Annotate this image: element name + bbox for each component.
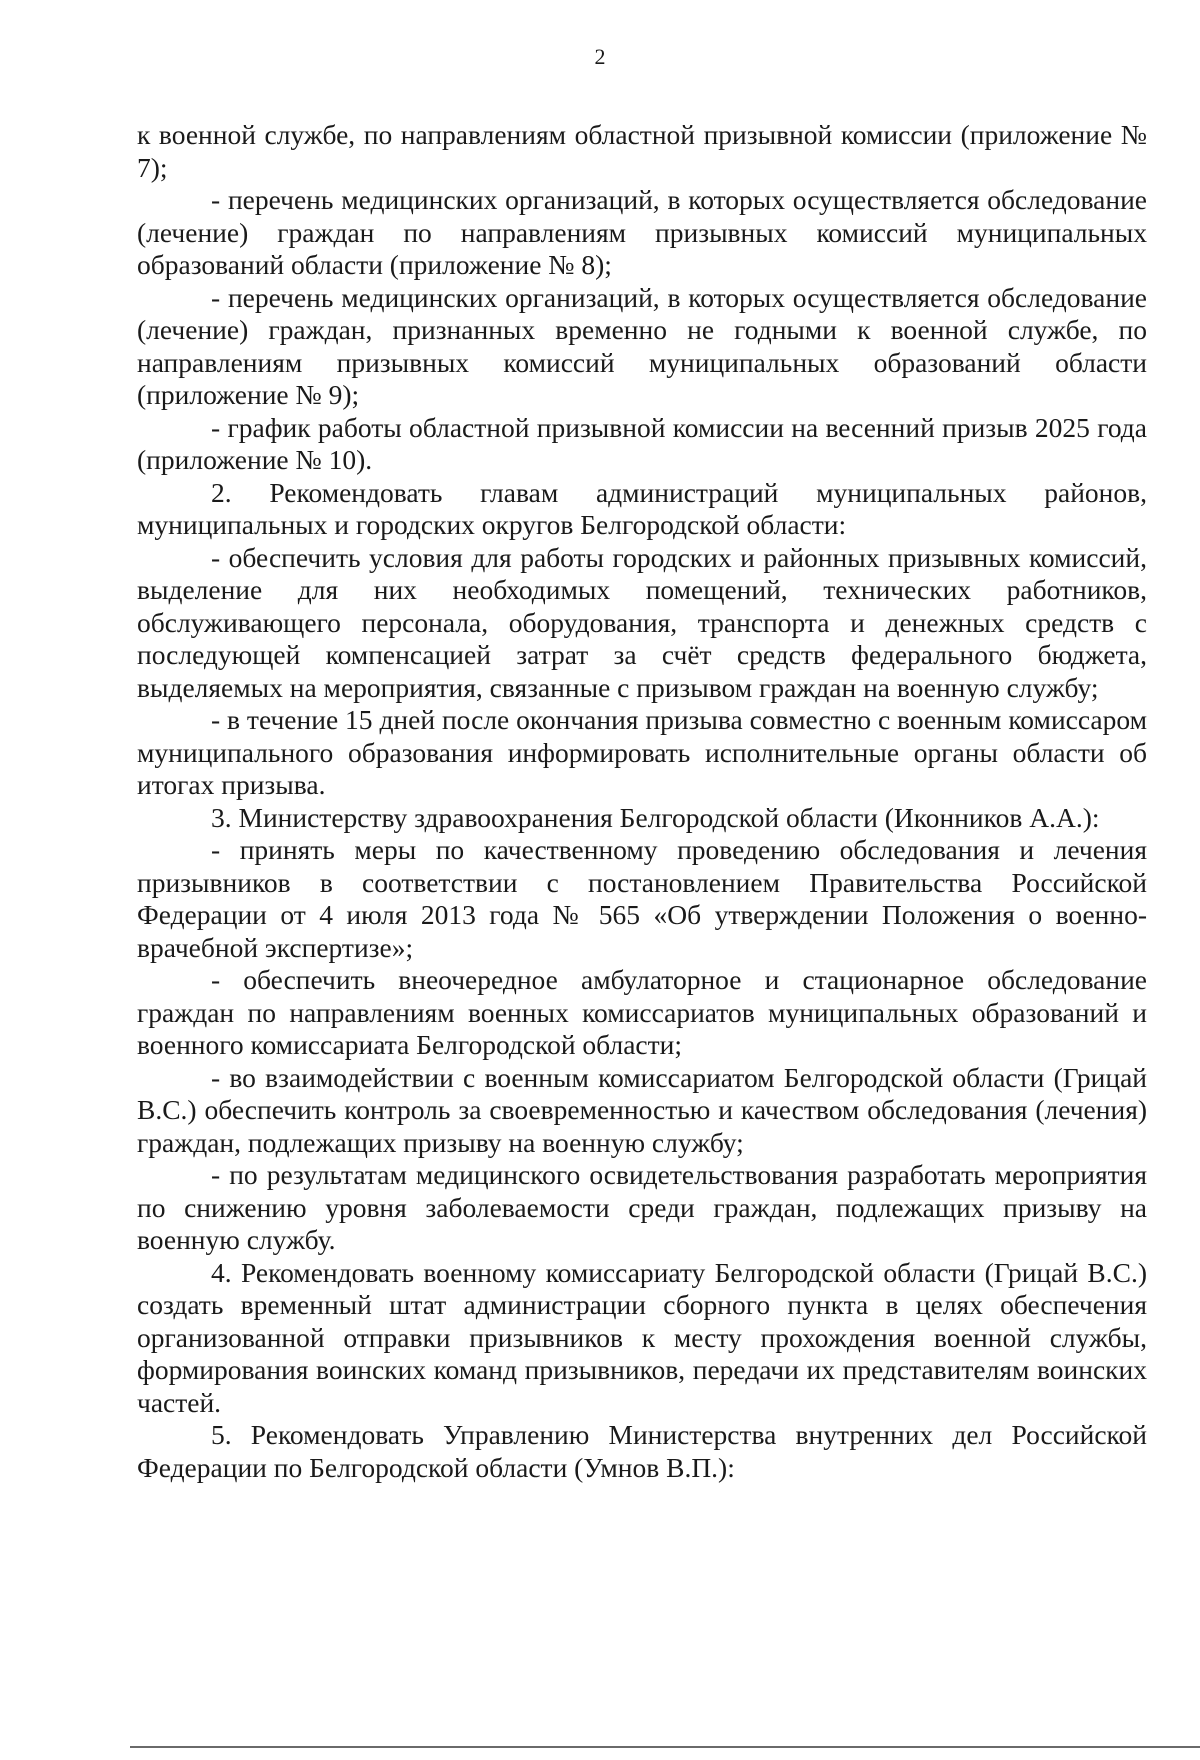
document-body xyxy=(137,119,1147,1484)
paragraph: - в течение 15 дней после окончания призыва совместно с военным комиссаром муниципального образования информировать исполнительные органы области об итогах призыва. xyxy=(137,704,1147,800)
paragraph: 2. Рекомендовать главам администраций муниципальных районов, муниципальных и городских округов Белгородской области: xyxy=(137,476,1147,540)
page-number: 2 xyxy=(594,44,606,69)
paragraph: к военной службе, по направлениям областной призывной комиссии (приложение № 7); xyxy=(137,119,1147,183)
paragraph: - график работы областной призывной комиссии на весенний призыв 2025 года (приложение № 10). xyxy=(137,411,1147,475)
paragraph: - по результатам медицинского освидетельствования разработать мероприятия по снижению уровня заболеваемости среди граждан, подлежащих призыву на военную службу. xyxy=(137,1159,1147,1255)
paragraph: - принять меры по качественному проведению обследования и лечения призывников в соответствии с постановлением Правительства Российской Федерации от 4 июля 2013 года № 565 «Об утверждении Положения о военно-врачебной экспертизе»; xyxy=(137,834,1147,963)
paragraph: - перечень медицинских организаций, в которых осуществляется обследование (лечение) граждан, признанных временно не годными к военной службе, по направлениям призывных комиссий муниципальных образований области (приложение № 9); xyxy=(137,281,1147,410)
paragraph: 3. Министерству здравоохранения Белгородской области (Иконников А.А.): xyxy=(211,801,1100,833)
paragraph: - обеспечить внеочередное амбулаторное и стационарное обследование граждан по направлениям военных комиссариатов муниципальных образований и военного комиссариата Белгородской области; xyxy=(137,964,1147,1060)
paragraph: - обеспечить условия для работы городских и районных призывных комиссий, выделение для них необходимых помещений, технических работников, обслуживающего персонала, оборудования, транспорта и денежных средств с последующей компенсацией затрат за счёт средств федерального бюджета, выделяемых на мероприятия, связанные с призывом граждан на военную службу; xyxy=(137,541,1147,703)
paragraph: 5. Рекомендовать Управлению Министерства внутренних дел Российской Федерации по Белгородской области (Умнов В.П.): xyxy=(137,1419,1147,1483)
paragraph: - перечень медицинских организаций, в которых осуществляется обследование (лечение) граждан по направлениям призывных комиссий муниципальных образований области (приложение № 8); xyxy=(137,184,1147,280)
paragraph: - во взаимодействии с военным комиссариатом Белгородской области (Грицай В.С.) обеспечить контроль за своевременностью и качеством обследования (лечения) граждан, подлежащих призыву на военную службу; xyxy=(137,1061,1147,1158)
paragraph: 4. Рекомендовать военному комиссариату Белгородской области (Грицай В.С.) создать временный штат администрации сборного пункта в целях обеспечения организованной отправки призывников к месту прохождения военной службы, формирования воинских команд призывников, передачи их представителям воинских частей. xyxy=(137,1256,1147,1418)
scan-edge-line xyxy=(130,1746,1200,1748)
